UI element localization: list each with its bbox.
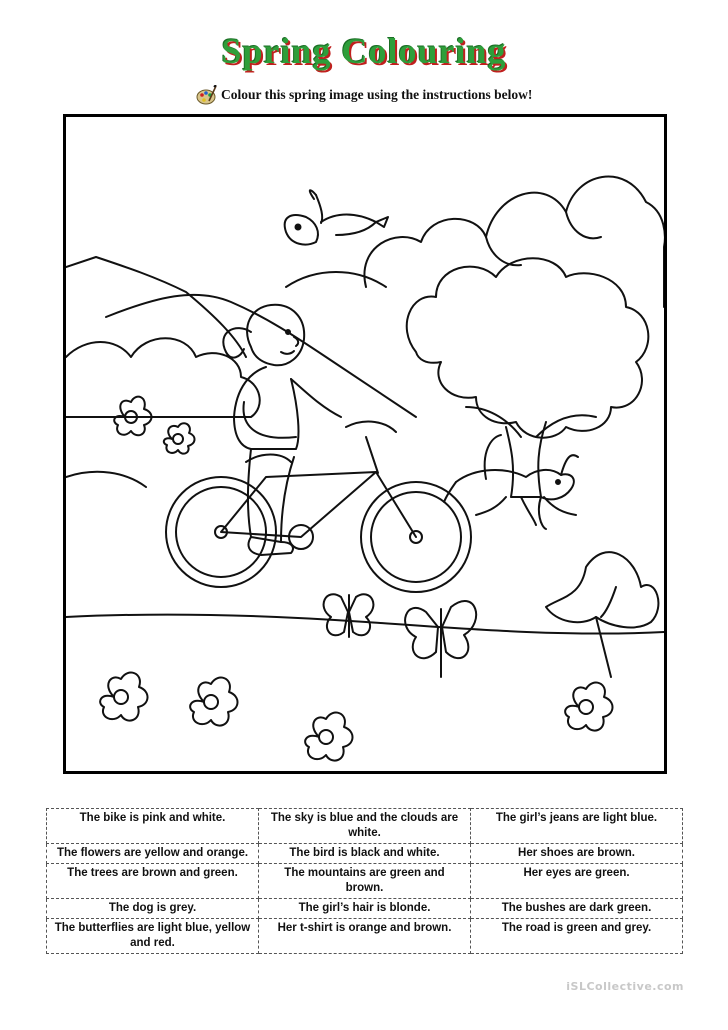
butterflies: [324, 594, 477, 677]
table-cell: The bike is pink and white.: [47, 809, 259, 844]
colouring-picture: [63, 114, 667, 774]
table-cell: The butterflies are light blue, yellow and red.: [47, 919, 259, 954]
ground-line: [66, 615, 664, 634]
bushes: [66, 338, 260, 487]
mountains: [66, 257, 416, 417]
table-cell: The girl’s hair is blonde.: [259, 899, 471, 919]
table-cell: The sky is blue and the clouds are white.: [259, 809, 471, 844]
table-cell: The bird is black and white.: [259, 844, 471, 864]
table-cell: The flowers are yellow and orange.: [47, 844, 259, 864]
table-cell: Her shoes are brown.: [471, 844, 683, 864]
table-cell: The trees are brown and green.: [47, 864, 259, 899]
palette-icon: [195, 85, 217, 105]
table-row: [47, 919, 683, 954]
page-title: Spring Colouring: [221, 31, 507, 71]
table-row: [47, 864, 683, 899]
table-cell: The mountains are green and brown.: [259, 864, 471, 899]
bird: [285, 190, 388, 244]
table-row: [47, 809, 683, 844]
table-row: [47, 844, 683, 864]
flowers-left: [114, 397, 194, 454]
table-cell: Her eyes are green.: [471, 864, 683, 899]
bike: [166, 422, 471, 592]
table-row: [47, 899, 683, 919]
table-cell: The bushes are dark green.: [471, 899, 683, 919]
table-cell: The dog is grey.: [47, 899, 259, 919]
plant: [546, 552, 658, 677]
instruction-line: [195, 84, 532, 106]
table-cell: The road is green and grey.: [471, 919, 683, 954]
instructions-table: [46, 808, 683, 954]
flowers-bottom: [100, 673, 612, 761]
watermark: iSLCollective.com: [566, 980, 684, 993]
instruction-text: Colour this spring image using the instructions below!: [221, 87, 533, 102]
table-cell: Her t-shirt is orange and brown.: [259, 919, 471, 954]
table-cell: The girl’s jeans are light blue.: [471, 809, 683, 844]
